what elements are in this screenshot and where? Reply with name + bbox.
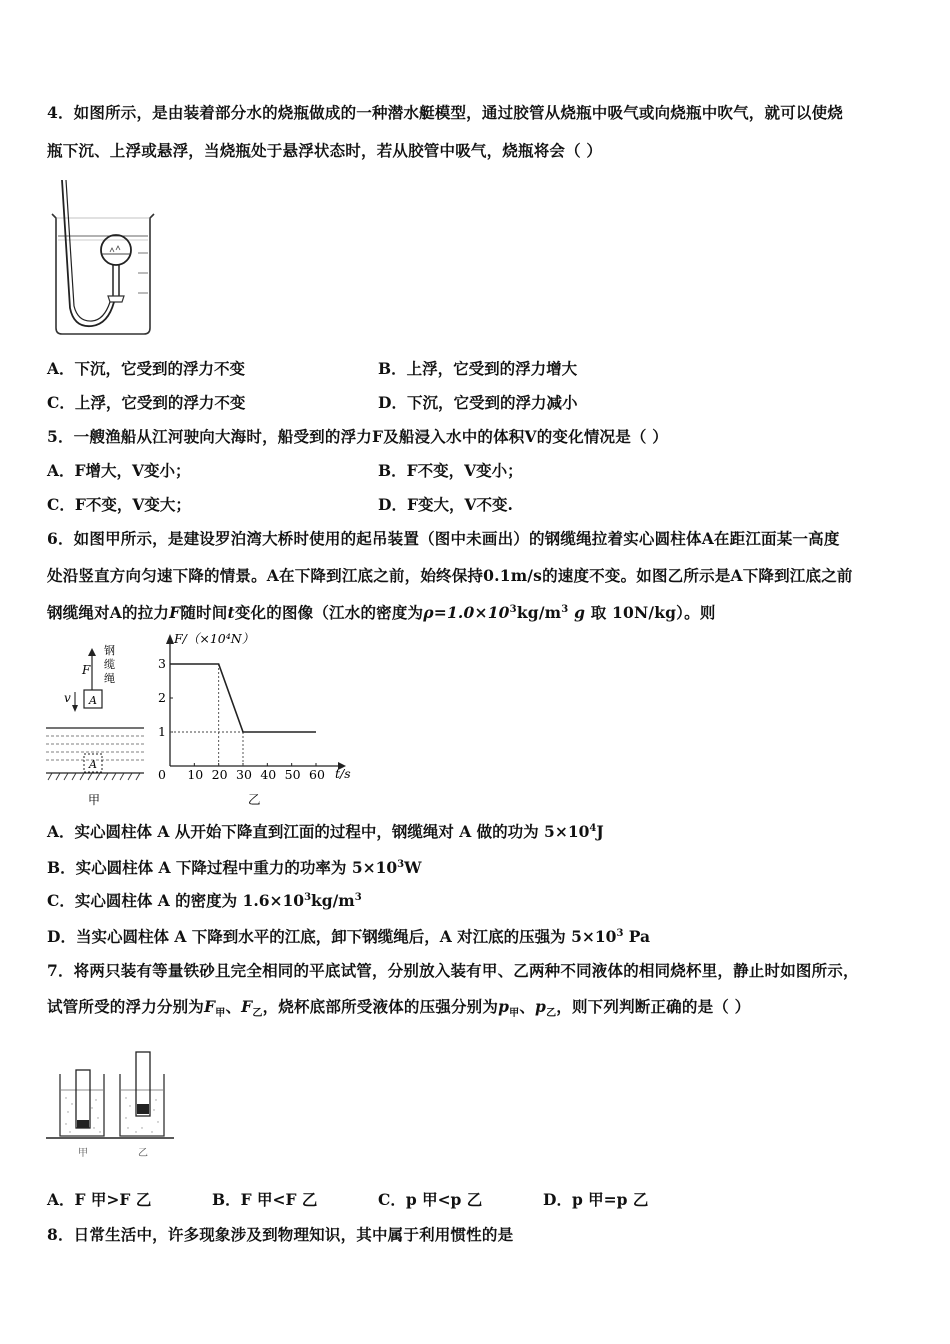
- right-beaker-label: 乙: [138, 1148, 148, 1159]
- force-series-line: [170, 664, 316, 732]
- x-tick-label: 0: [158, 767, 166, 782]
- x-tick-label: 20: [211, 767, 228, 782]
- q8-stem: 8．日常生活中，许多现象涉及到物理知识，其中属于利用惯性的是: [47, 1225, 514, 1244]
- q5-stem: 5．一艘渔船从江河驶向大海时，船受到的浮力F及船浸入水中的体积V的变化情况是（ ）: [47, 427, 668, 446]
- chart-caption: 乙: [248, 792, 261, 807]
- q4-stem-line1: 4．如图所示，是由装着部分水的烧瓶做成的一种潜水艇模型，通过胶管从烧瓶中吸气或向烧瓶中吹气，就可以使烧: [47, 103, 843, 122]
- test-tube-beakers-figure: [46, 1048, 176, 1160]
- y-tick-label: 2: [158, 690, 166, 705]
- left-beaker-label: 甲: [78, 1148, 88, 1159]
- q6-stem-line3: 钢缆绳对A的拉力F随时间t变化的图像（江水的密度为$\rho=1.0\times 10^3kg/m^3$ g 取 10N/kg）。则: [47, 603, 716, 622]
- q7-option-b[interactable]: B．F 甲<F 乙: [212, 1190, 318, 1209]
- force-label: F: [82, 663, 91, 677]
- q7-option-a[interactable]: A．F 甲>F 乙: [47, 1190, 152, 1209]
- rope-label-1: 钢: [104, 644, 115, 657]
- figure-jia-caption: 甲: [88, 793, 101, 807]
- y-tick-label: 1: [158, 724, 166, 739]
- rope-label-3: 绳: [104, 672, 115, 685]
- q7-stem-line1: 7．将两只装有等量铁砂且完全相同的平底试管，分别放入装有甲、乙两种不同液体的相同烧杯里，静止时如图所示，: [47, 961, 859, 980]
- q7-option-c[interactable]: C．p 甲<p 乙: [378, 1190, 483, 1209]
- svg-text:A: A: [89, 694, 97, 707]
- x-tick-label: 40: [260, 767, 277, 782]
- q4-option-c[interactable]: C．上浮，它受到的浮力不变: [47, 393, 246, 412]
- q6-option-c[interactable]: C．实心圆柱体 A 的密度为 $1.6\times 10^3kg/m^3$: [47, 891, 362, 910]
- svg-text:A: A: [89, 758, 97, 771]
- q5-option-b[interactable]: B．F不变，V变小；: [378, 461, 523, 480]
- force-time-chart: [150, 628, 370, 810]
- chart-xlabel: t/s: [335, 766, 351, 781]
- q6-option-a[interactable]: A．实心圆柱体 A 从开始下降直到江面的过程中，钢缆绳对 A 做的功为 $5\times 10^4J$: [47, 822, 604, 841]
- y-tick-label: 3: [158, 656, 166, 671]
- submarine-flask-figure: [48, 178, 158, 340]
- q7-option-d[interactable]: D．p 甲=p 乙: [543, 1190, 649, 1209]
- q6-option-d[interactable]: D．当实心圆柱体 A 下降到水平的江底，卸下钢缆绳后，A 对江底的压强为 $5\times 10^3$ Pa: [47, 927, 651, 946]
- q5-option-c[interactable]: C．F不变，V变大；: [47, 495, 191, 514]
- q4-stem-line2: 瓶下沉、上浮或悬浮，当烧瓶处于悬浮状态时，若从胶管中吸气，烧瓶将会（ ）: [47, 141, 603, 160]
- velocity-label: v: [64, 691, 71, 705]
- chart-ylabel: F/（×10⁴N）: [174, 631, 255, 646]
- q6-stem-line1: 6．如图甲所示，是建设罗泊湾大桥时使用的起吊装置（图中未画出）的钢缆绳拉着实心圆柱体A在距江面某一高度: [47, 529, 840, 548]
- x-tick-label: 50: [284, 767, 301, 782]
- q7-stem-line2: 试管所受的浮力分别为$F_甲$、$F_乙$，烧杯底部所受液体的压强分别为$p_甲$、$p_乙$，则下列判断正确的是（ ）: [47, 997, 751, 1020]
- chart-y-arrow: [166, 634, 174, 644]
- q5-option-a[interactable]: A．F增大，V变小；: [47, 461, 191, 480]
- rope-label-2: 缆: [104, 658, 115, 671]
- x-tick-label: 10: [187, 767, 204, 782]
- q5-option-d[interactable]: D．F变大，V不变.: [378, 495, 513, 514]
- q6-option-b[interactable]: B．实心圆柱体 A 下降过程中重力的功率为 $5\times 10^3W$: [47, 858, 422, 877]
- x-tick-label: 60: [309, 767, 325, 782]
- q4-option-b[interactable]: B．上浮，它受到的浮力增大: [378, 359, 578, 378]
- q4-option-a[interactable]: A．下沉，它受到的浮力不变: [47, 359, 246, 378]
- figure-jia: [44, 640, 144, 810]
- x-tick-label: 30: [236, 767, 252, 782]
- q6-stem-line2: 处沿竖直方向匀速下降的情景。A在下降到江底之前，始终保持0.1m/s的速度不变。如图乙所示是A下降到江底之前: [47, 566, 853, 585]
- q4-option-d[interactable]: D．下沉，它受到的浮力减小: [378, 393, 578, 412]
